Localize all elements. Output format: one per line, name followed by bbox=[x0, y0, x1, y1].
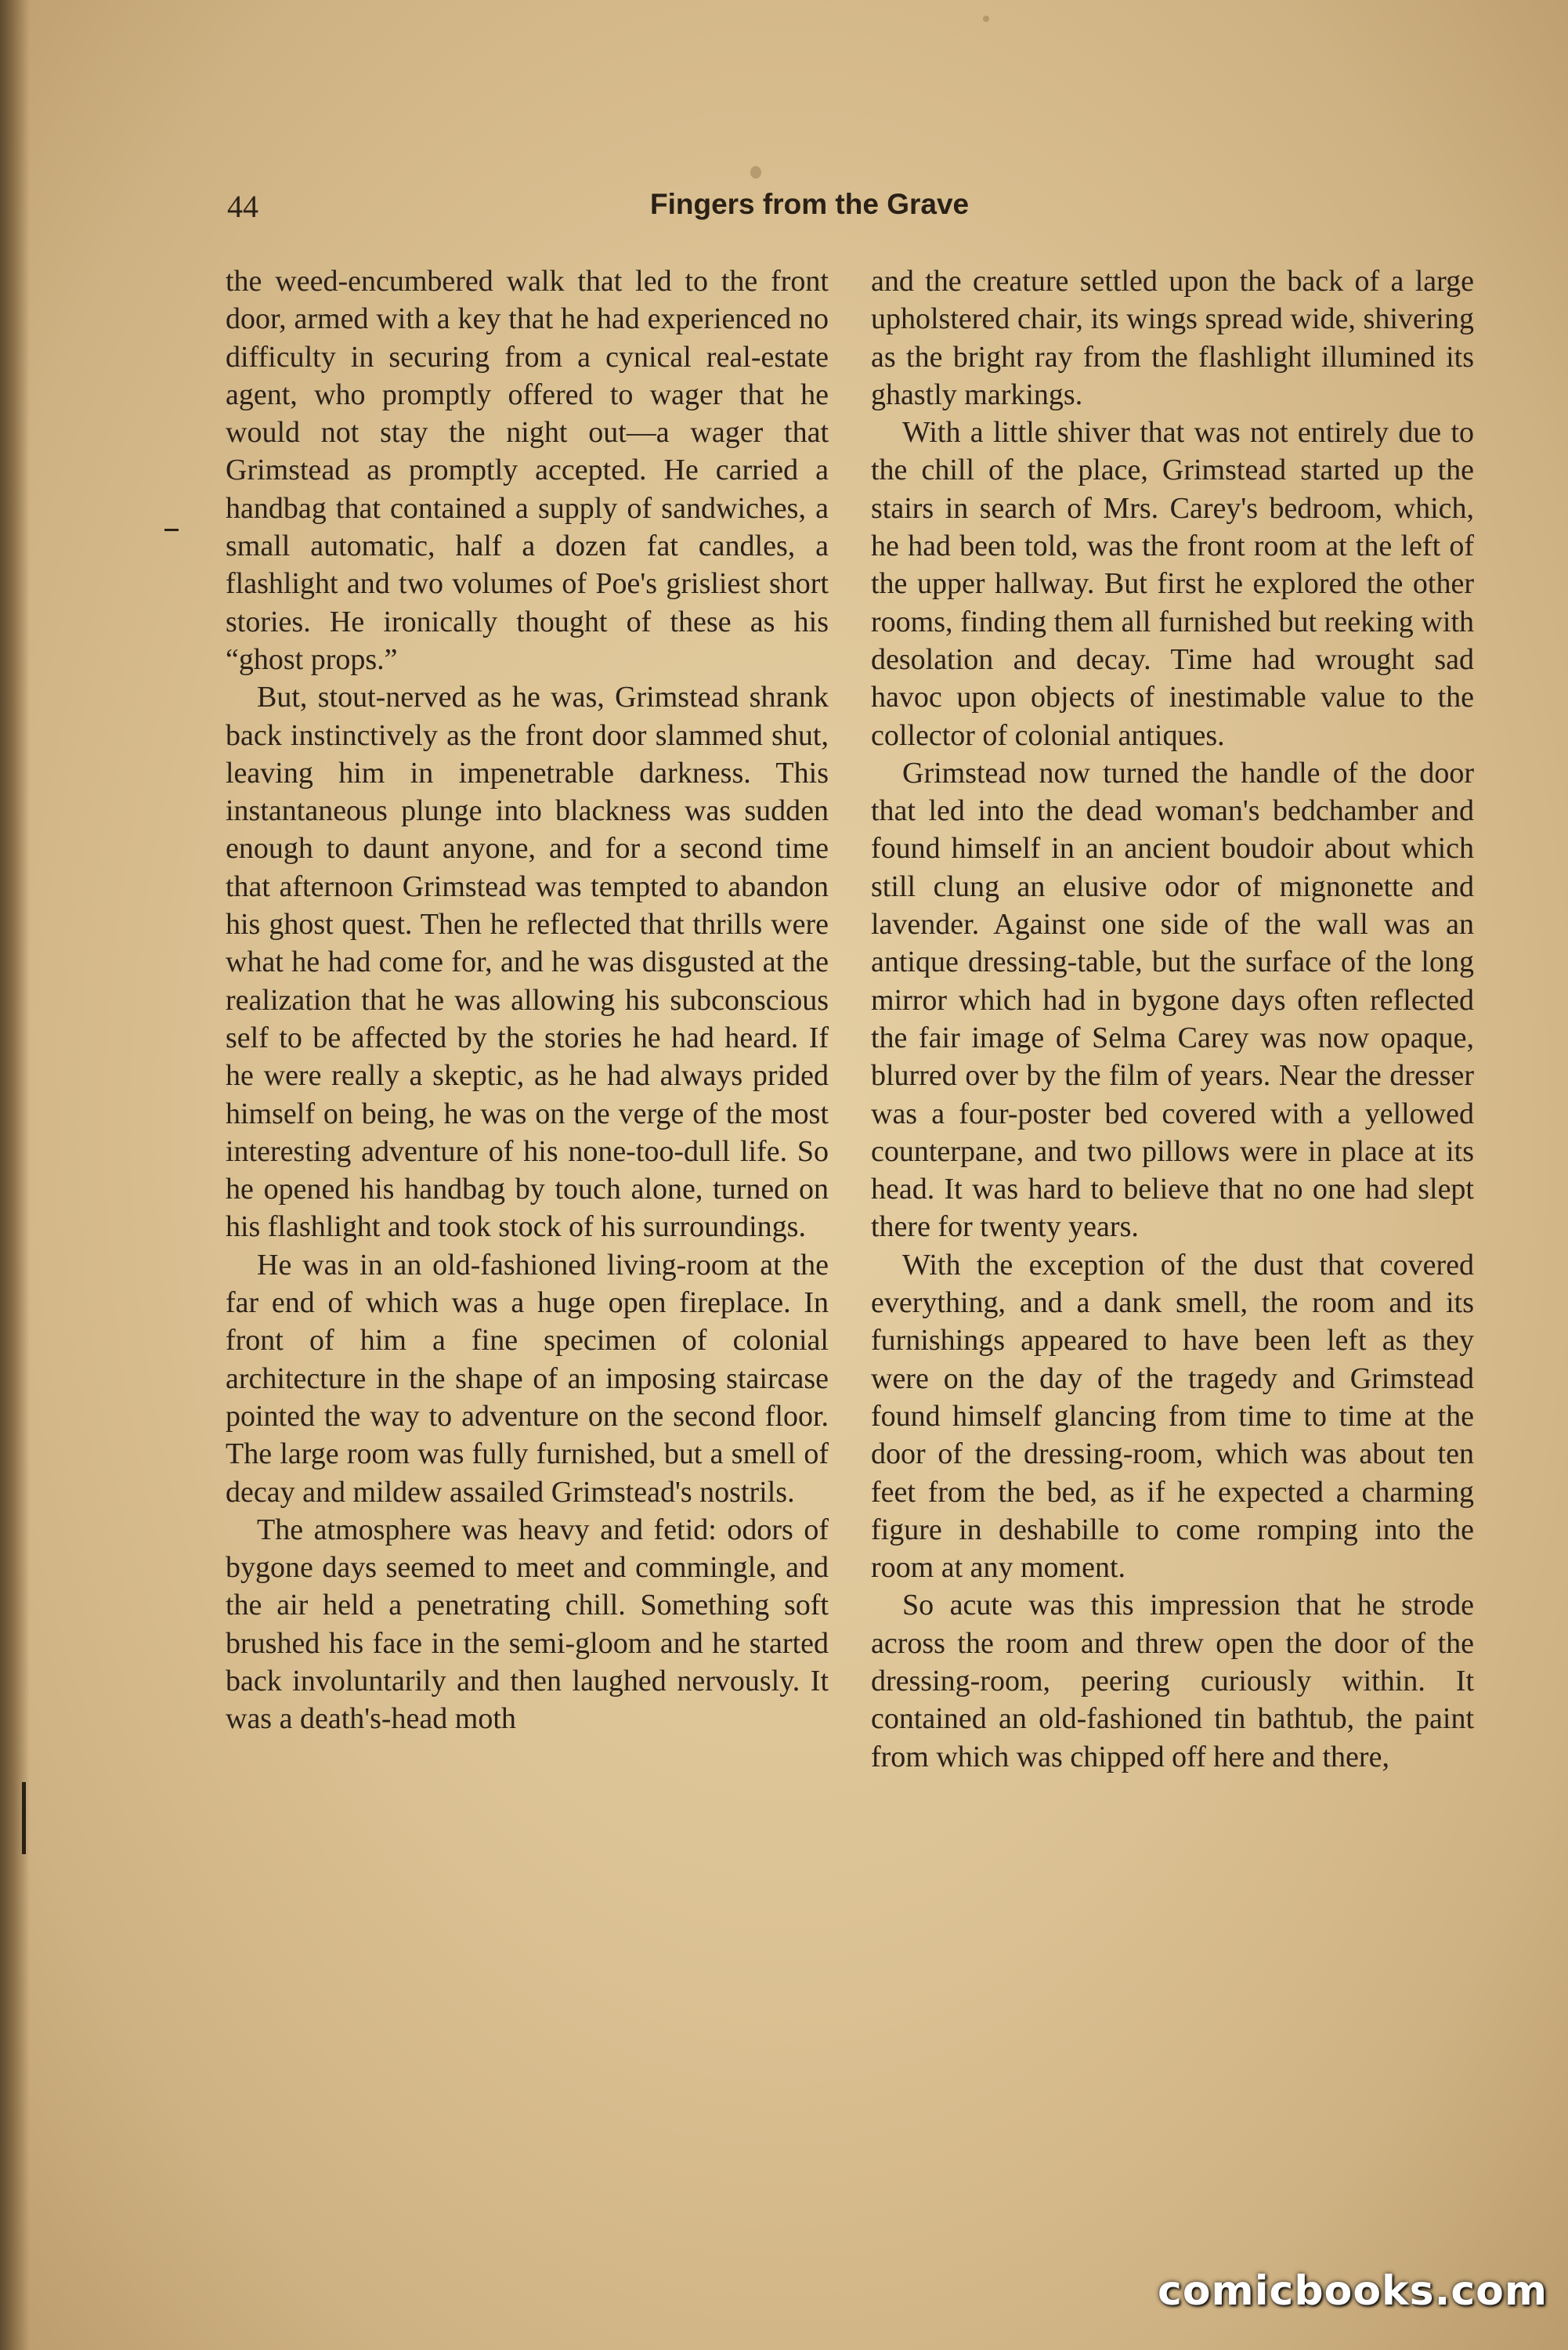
running-title: Fingers from the Grave bbox=[650, 188, 970, 220]
paper-stain bbox=[983, 16, 989, 22]
page-header bbox=[227, 188, 1402, 235]
ink-mark bbox=[164, 529, 179, 531]
paragraph: But, stout-nerved as he was, Grimstead shrank back instinctively as the front door slammed shut, leaving him in impenetrable darkness. This instantaneous plunge into blackness was sudden enough to daunt anyone, and for a second time that afternoon Grimstead was tempted to abandon his ghost quest. Then he reflected that thrills were what he had come for, and he was disgusted at the realization that he was allowing his subconscious self to be affected by the stories he had heard. If he were really a skeptic, as he had always prided himself on being, he was on the verge of the most interesting adventure of his none-too-dull life. So he opened his handbag by touch alone, turned on his flashlight and took stock of his surroundings. bbox=[226, 681, 829, 1244]
page-binding-edge bbox=[0, 0, 30, 2350]
paragraph: the weed-encumbered walk that led to the front door, armed with a key that he had experienced no difficulty in securing from a cynical real-estate agent, who promptly offered to wager that he would not stay the night out—a wager that Grimstead as promptly accepted. He carried a handbag that contained a supply of sandwiches, a small automatic, half a dozen fat candles, a flashlight and two volumes of Poe's grisliest short stories. He ironically thought of these as his “ghost props.” bbox=[226, 265, 829, 676]
text-column-left bbox=[226, 262, 829, 1738]
paragraph: So acute was this impression that he strode across the room and threw open the door of the dressing-room, peering curiously within. It contained an old-fashioned tin bathtub, the paint from which was chipped off here and there, bbox=[871, 1589, 1474, 1773]
site-watermark: comicbooks.com bbox=[1158, 2268, 1548, 2315]
paragraph: and the creature settled upon the back of a large upholstered chair, its wings spread wide, shivering as the bright ray from the flashlight illumined its ghastly markings. bbox=[871, 265, 1474, 411]
paragraph: The atmosphere was heavy and fetid: odors of bygone days seemed to meet and commingle, and the air held a penetrating chill. Something soft brushed his face in the semi-gloom and he started back involuntarily and then laughed nervously. It was a death's-head moth bbox=[226, 1513, 829, 1736]
paragraph: With a little shiver that was not entirely due to the chill of the place, Grimstead started up the stairs in search of Mrs. Carey's bedroom, which, he had been told, was the front room at the left of the upper hallway. But first he explored the other rooms, finding them all furnished but reeking with desolation and decay. Time had wrought sad havoc upon objects of inestimable value to the collector of colonial antiques. bbox=[871, 416, 1474, 752]
text-column-right bbox=[871, 262, 1474, 1776]
paper-stain bbox=[750, 166, 761, 179]
ink-mark bbox=[22, 1782, 26, 1854]
paragraph: He was in an old-fashioned living-room at the far end of which was a huge open fireplace. In front of him a fine specimen of colonial architecture in the shape of an imposing staircase pointed the way to adventure on the second floor. The large room was fully furnished, but a smell of decay and mildew assailed Grimstead's nostrils. bbox=[226, 1248, 829, 1509]
page-number: 44 bbox=[227, 189, 258, 224]
paragraph: Grimstead now turned the handle of the door that led into the dead woman's bedchamber and found himself in an ancient boudoir about which still clung an elusive odor of mignonette and lavender. Against one side of the wall was an antique dressing-table, but the surface of the long mirror which had in bygone days often reflected the fair image of Selma Carey was now opaque, blurred over by the film of years. Near the dresser was a four-poster bed covered with a yellowed counterpane, and two pillows were in place at its head. It was hard to believe that no one had slept there for twenty years. bbox=[871, 756, 1474, 1244]
paragraph: With the exception of the dust that covered everything, and a dank smell, the room and its furnishings appeared to have been left as they were on the day of the tragedy and Grimstead found himself glancing from time to time at the door of the dressing-room, which was about ten feet from the bed, as if he expected a charming figure in deshabille to come romping into the room at any moment. bbox=[871, 1248, 1474, 1585]
